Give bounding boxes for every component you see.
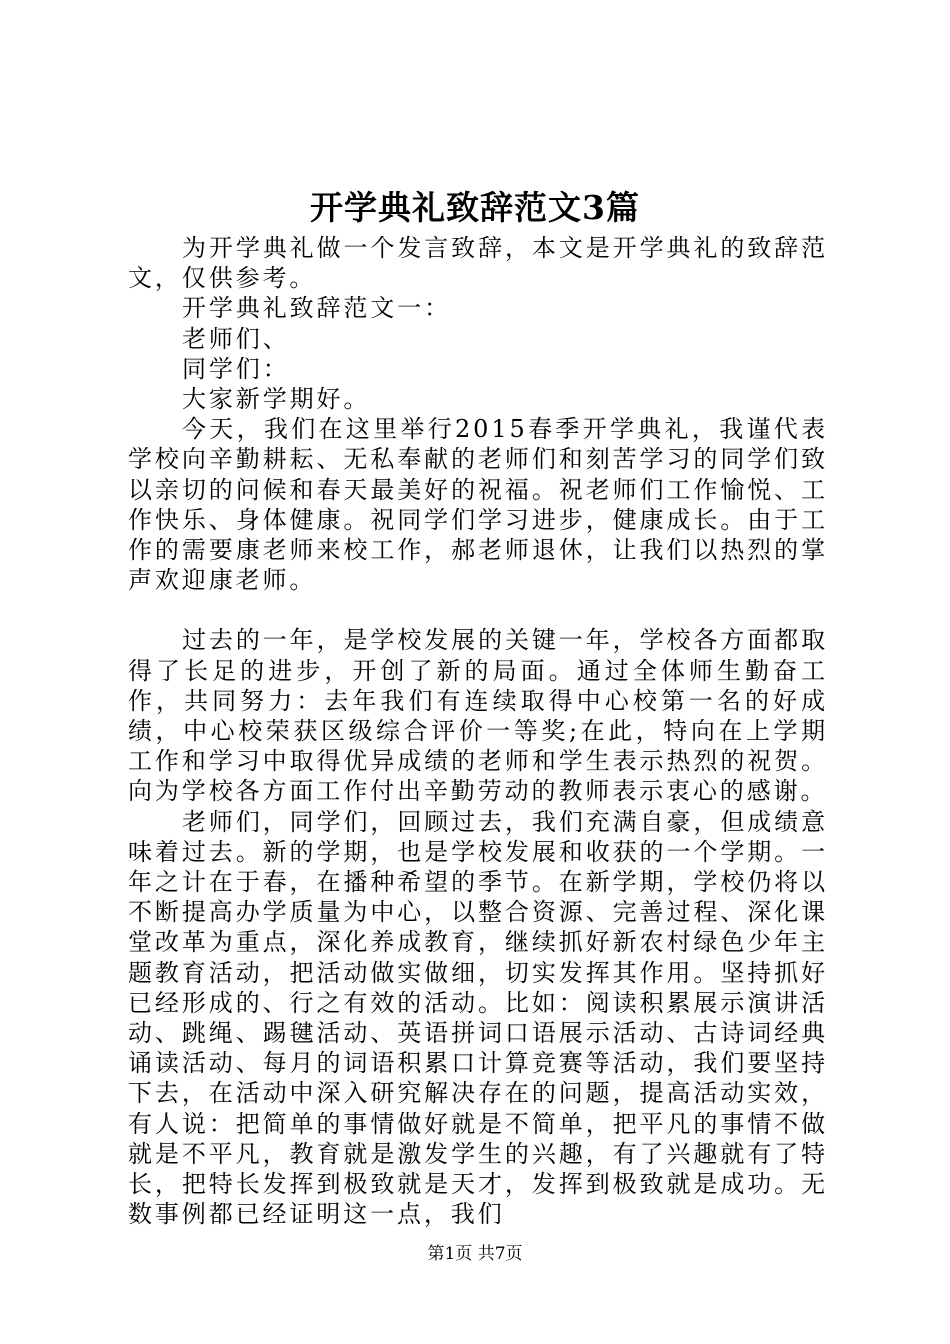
document-body (128, 233, 828, 1230)
paragraph-intro: 为开学典礼做一个发言致辞，本文是开学典礼的致辞范文，仅供参考。 (128, 234, 828, 293)
paragraph-new-term: 老师们，同学们，回顾过去，我们充满自豪，但成绩意味着过去。新的学期，也是学校发展和收获的一个学期。一年之计在于春，在播种希望的季节。在新学期，学校仍将以不断提高办学质量为中心，以整合资源、完善过程、深化课堂改革为重点，深化养成教育，继续抓好新农村绿色少年主题教育活动，把活动做实做细，切实发挥其作用。坚持抓好已经形成的、行之有效的活动。比如：阅读积累展示演讲活动、跳绳、踢毽活动、英语拼词口语展示活动、古诗词经典诵读活动、每月的词语积累口计算竞赛等活动，我们要坚持下去，在活动中深入研究解决存在的问题，提高活动实效，有人说：把简单的事情做好就是不简单，把平凡的事情不做就是不平凡，教育就是激发学生的兴趣，有了兴趣就有了特长，把特长发挥到极致就是天才，发挥到极致就是成功。无数事例都已经证明这一点，我们 (128, 807, 828, 1229)
paragraph-past-year: 过去的一年，是学校发展的关键一年，学校各方面都取得了长足的进步，开创了新的局面。通过全体师生勤奋工作，共同努力：去年我们有连续取得中心校第一名的好成绩，中心校荣获区级综合评价一等奖;在此，特向在上学期工作和学习中取得优异成绩的老师和学生表示热烈的祝贺。向为学校各方面工作付出辛勤劳动的教师表示衷心的感谢。 (128, 626, 828, 806)
paragraph-today: 今天，我们在这里举行2015春季开学典礼，我谨代表学校向辛勤耕耘、无私奉献的老师们和刻苦学习的同学们致以亲切的问候和春天最美好的祝福。祝老师们工作愉悦、工作快乐、身体健康。祝同学们学习进步，健康成长。由于工作的需要康老师来校工作，郝老师退休，让我们以热烈的掌声欢迎康老师。 (128, 415, 828, 595)
page-number-footer: 第1页 共7页 (427, 1244, 523, 1264)
document-title: 开学典礼致辞范文3篇 (310, 188, 640, 227)
paragraph-salutation-teachers: 老师们、 (182, 324, 290, 353)
paragraph-greeting: 大家新学期好。 (182, 385, 371, 414)
paragraph-heading-one: 开学典礼致辞范文一： (182, 294, 451, 323)
paragraph-salutation-students: 同学们： (182, 354, 290, 383)
